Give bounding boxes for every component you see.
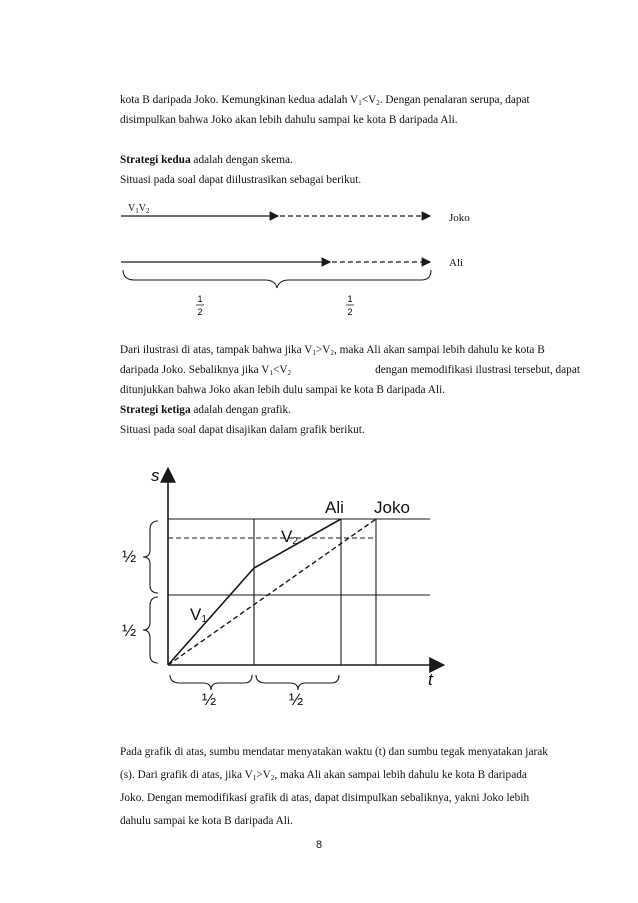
fraction-1-numerator: 1 [197,294,203,304]
lower-half-brace [143,597,158,663]
paragraph-2-line-2: daripada Joko. Sebaliknya jika $V_1<V_2$ dengan memodifikasi ilustrasi tersebut, dapat [120,364,580,377]
page-number: 8 [315,839,323,851]
scheme-ali-label: Ali [449,257,464,269]
paragraph-3-line-2: (s). Dari grafik di atas, jika $V_1>V_2$, maka Ali akan sampai lebih dahulu ke kota B daripada [120,769,527,782]
paragraph-3-line-1: Pada grafik di atas, sumbu mendatar menyatakan waktu (t) dan sumbu tegak menyatakan jarak [120,746,548,758]
graph-lower-half-label: ½ [122,621,137,640]
paragraph-2-line-1: Dari ilustrasi di atas, tampak bahwa jika $V_1>V_2$, maka Ali akan sampai lebih dahulu ke kota B [120,344,545,357]
strategy-3-intro: Situasi pada soal dapat disajikan dalam grafik berikut. [120,424,365,436]
scheme-joko-label: Joko [449,212,470,224]
paragraph-3-line-3: Joko. Dengan memodifikasi grafik di atas, dapat disimpulkan sebaliknya, yakni Joko lebih [120,792,530,804]
graph-ali-label: Ali [325,498,344,517]
graph-s-label: s [151,466,160,485]
graph-bottom-half-2-label: ½ [289,690,304,709]
fraction-2-denominator: 2 [347,307,353,317]
graph-t-label: t [428,670,433,689]
paragraph-3-line-4: dahulu sampai ke kota B daripada Ali. [120,815,293,827]
graph-joko-label: Joko [374,498,410,517]
strategy-3-heading: Strategi ketiga adalah dengan grafik. [120,404,291,416]
fraction-1-denominator: 2 [197,307,203,317]
upper-half-brace [143,521,158,593]
graph-v1-label: $V_1$ [190,605,207,625]
strategy-2-heading: Strategi kedua adalah dengan skema. [120,154,293,166]
joko-path [168,519,376,665]
fraction-2-numerator: 1 [347,294,353,304]
paragraph-2-line-3: ditunjukkan bahwa Joko akan lebih dulu sampai ke kota B daripada Ali. [120,384,446,396]
graph-bottom-half-1-label: ½ [202,690,217,709]
graph-v2-label: $V_2$ [281,527,298,547]
paragraph-1-line-2: disimpulkan bahwa Joko akan lebih dahulu sampai ke kota B daripada Ali. [120,114,458,126]
bottom-brace-1 [170,675,252,690]
scheme-v1v2-label: $V_1V_2$ [128,203,150,215]
strategy-2-intro: Situasi pada soal dapat diilustrasikan sebagai berikut. [120,174,362,186]
graph-upper-half-label: ½ [122,547,137,566]
graph-grid [168,519,430,665]
paragraph-1-line-1: kota B daripada Joko. Kemungkinan kedua adalah $V_1<V_2$. Dengan penalaran serupa, dapat [120,94,530,107]
bottom-brace-2 [256,675,339,690]
